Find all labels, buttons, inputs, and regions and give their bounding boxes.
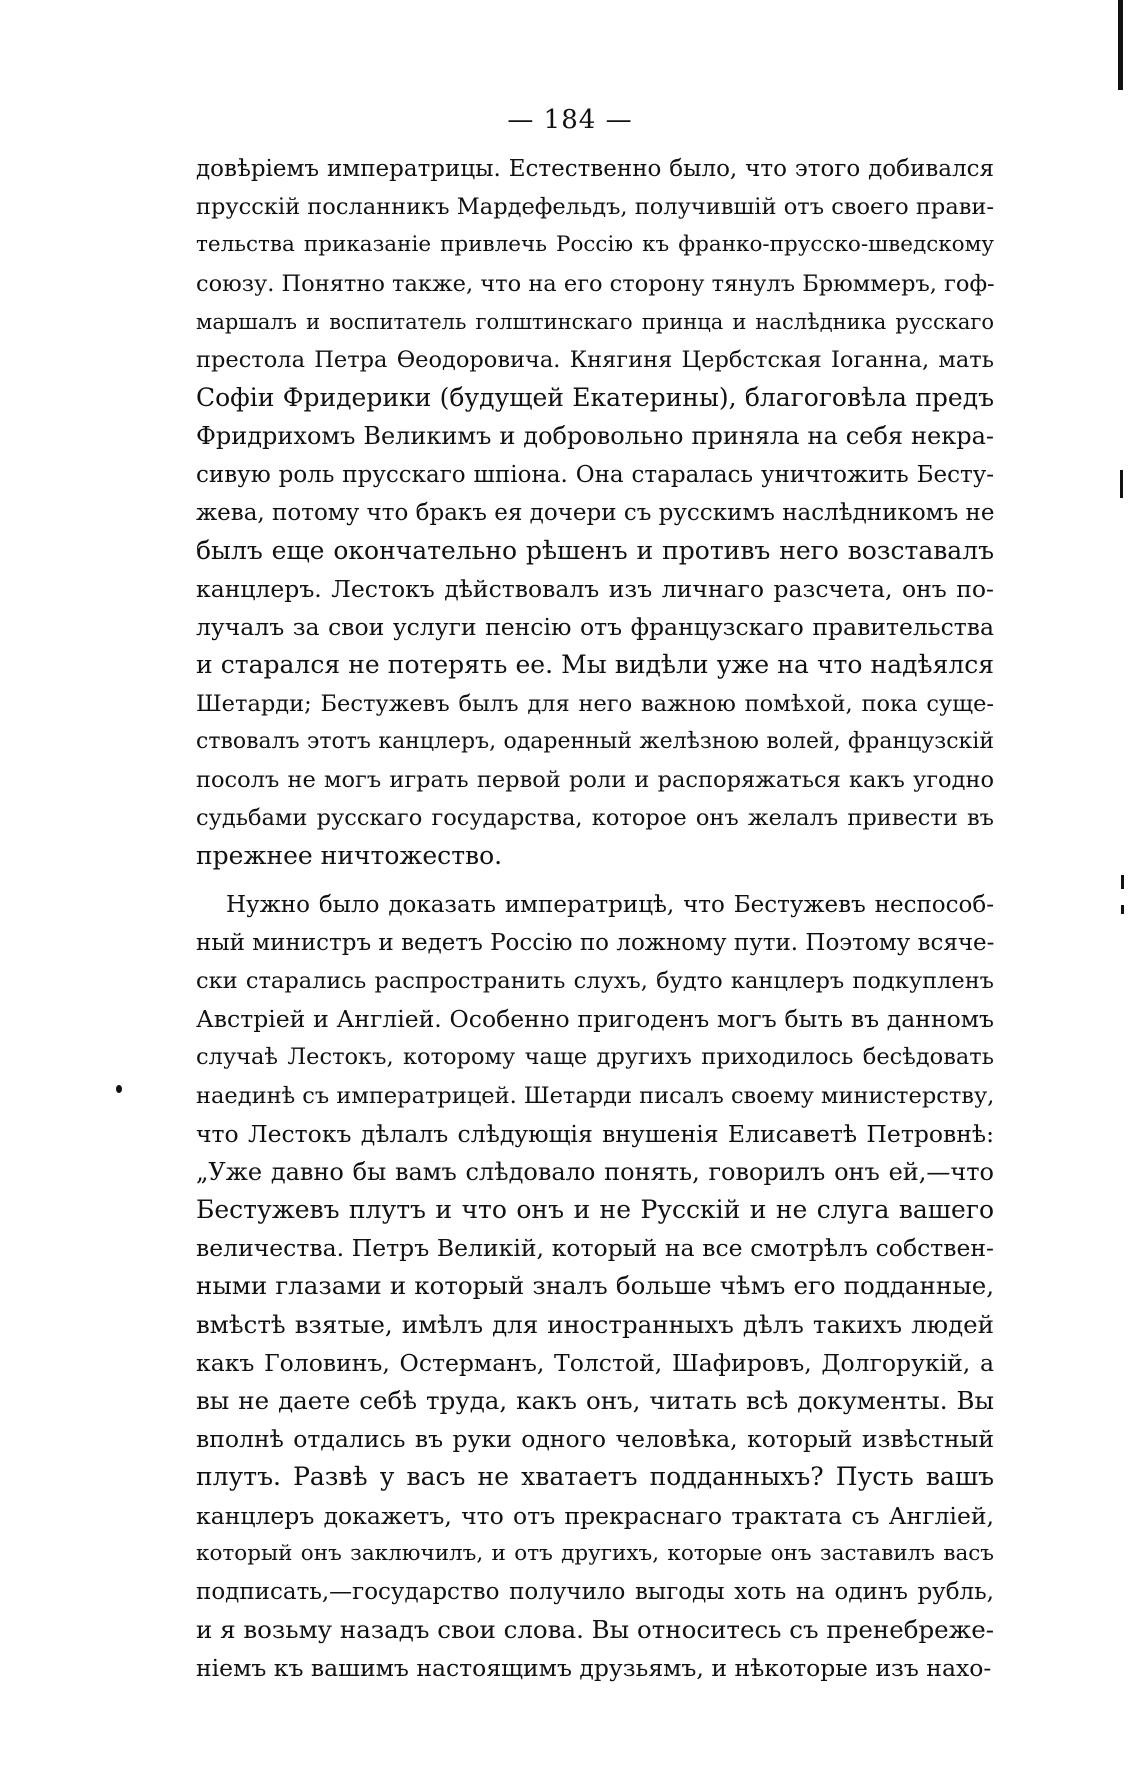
text-line: маршалъ и воспитатель голштинскаго принца и наслѣдника русскаго xyxy=(196,309,994,334)
text-line: случаѣ Лестокъ, которому чаще другихъ приходилось бесѣдовать xyxy=(196,1044,994,1071)
text-line: плутъ. Развѣ у васъ не хватаетъ подданныхъ? Пусть вашъ xyxy=(196,1462,994,1492)
text-line: подписать,—государство получило выгоды хоть на одинъ рубль, xyxy=(196,1578,994,1605)
text-line: престола Петра Ѳеодоровича. Княгиня Цербстская Іоганна, мать xyxy=(196,346,994,373)
scan-edge-mark xyxy=(1121,905,1124,914)
text-line: вы не даете себѣ труда, какъ онъ, читать всѣ документы. Вы xyxy=(196,1386,994,1415)
text-line: былъ еще окончательно рѣшенъ и противъ него возставалъ xyxy=(196,535,994,565)
text-line: ными глазами и который зналъ больше чѣмъ его подданные, xyxy=(196,1271,994,1301)
paragraph-1 xyxy=(196,150,994,876)
text-line: и я возьму назадъ свои слова. Вы относитесь съ пренебреже- xyxy=(196,1615,994,1645)
text-line: канцлеръ докажетъ, что отъ прекраснаго трактата съ Англіей, xyxy=(196,1501,994,1530)
text-line: наединѣ съ императрицей. Шетарди писалъ своему министерству, xyxy=(196,1082,995,1109)
text-line: и старался не потерять ее. Мы видѣли уже на что надѣялся xyxy=(196,650,994,680)
text-line: величества. Петръ Великій, который на все смотрѣлъ собствен- xyxy=(196,1234,994,1263)
text-line: довѣріемъ императрицы. Естественно было, что этого добивался xyxy=(196,156,994,182)
text-line: Нужно было доказать императрицѣ, что Бестужевъ неспособ- xyxy=(226,891,994,918)
text-line: судьбами русскаго государства, которое онъ желалъ привести въ xyxy=(196,805,994,832)
text-line: ный министръ и ведетъ Россію по ложному пути. Поэтому всяче- xyxy=(196,929,995,956)
text-line: союзу. Понятно также, что на его сторону тянулъ Брюммеръ, гоф- xyxy=(196,270,995,297)
text-line: Бестужевъ плутъ и что онъ и не Русскій и не слуга вашего xyxy=(196,1195,994,1225)
text-line: Софіи Фридерики (будущей Екатерины), благоговѣла предъ xyxy=(196,383,994,413)
paragraph-gap xyxy=(196,876,994,886)
text-line: лучалъ за свои услуги пенсію отъ французскаго правительства xyxy=(196,613,994,642)
text-line: посолъ не могъ играть первой роли и распоряжаться какъ угодно xyxy=(196,767,994,793)
text-line: прежнее ничтожество. xyxy=(196,841,503,871)
text-line: „Уже давно бы вамъ слѣдовало понять, говорилъ онъ ей,—что xyxy=(196,1157,994,1186)
text-line: Австріей и Англіей. Особенно пригоденъ могъ быть въ данномъ xyxy=(196,1005,994,1034)
text-line: ски старались распространить слухъ, будто канцлеръ подкупленъ xyxy=(196,967,994,994)
text-line: который онъ заключилъ, и отъ другихъ, которые онъ заставилъ васъ xyxy=(196,1540,994,1566)
body-text xyxy=(196,150,994,1688)
text-line: какъ Головинъ, Остерманъ, Толстой, Шафировъ, Долгорукій, а xyxy=(196,1348,994,1377)
text-line: сивую роль прусскаго шпіона. Она старалась уничтожить Бесту- xyxy=(196,461,994,488)
text-line: вмѣстѣ взятые, имѣлъ для иностранныхъ дѣлъ такихъ людей xyxy=(196,1309,994,1339)
page-number: — 184 — xyxy=(507,105,633,135)
text-line: прусскій посланникъ Мардефельдъ, получившій отъ своего прави- xyxy=(196,194,994,221)
scan-edge-mark xyxy=(1118,0,1123,90)
ink-dot xyxy=(116,1085,122,1093)
text-line: что Лестокъ дѣлалъ слѣдующія внушенія Елисаветѣ Петровнѣ: xyxy=(196,1119,994,1148)
scan-edge-mark xyxy=(1120,470,1123,498)
scan-edge-mark xyxy=(1121,875,1124,889)
text-line: тельства приказаніе привлечь Россію къ франко-прусско-шведскому xyxy=(196,232,994,258)
text-line: жева, потому что бракъ ея дочери съ русскимъ наслѣдникомъ не xyxy=(196,499,995,526)
text-line: Шетарди; Бестужевъ былъ для него важною помѣхой, пока суще- xyxy=(196,690,994,717)
paragraph-2 xyxy=(196,886,994,1688)
text-line: вполнѣ отдались въ руки одного человѣка, который извѣстный xyxy=(196,1425,994,1454)
text-line: Фридрихомъ Великимъ и добровольно приняла на себя некра- xyxy=(196,422,994,451)
text-line: ніемъ къ вашимъ настоящимъ друзьямъ, и нѣкоторые изъ нахо- xyxy=(196,1654,992,1683)
text-line: канцлеръ. Лестокъ дѣйствовалъ изъ личнаго разсчета, онъ по- xyxy=(196,575,994,604)
text-line: ствовалъ этотъ канцлеръ, одаренный желѣзною волей, французскій xyxy=(196,728,994,754)
